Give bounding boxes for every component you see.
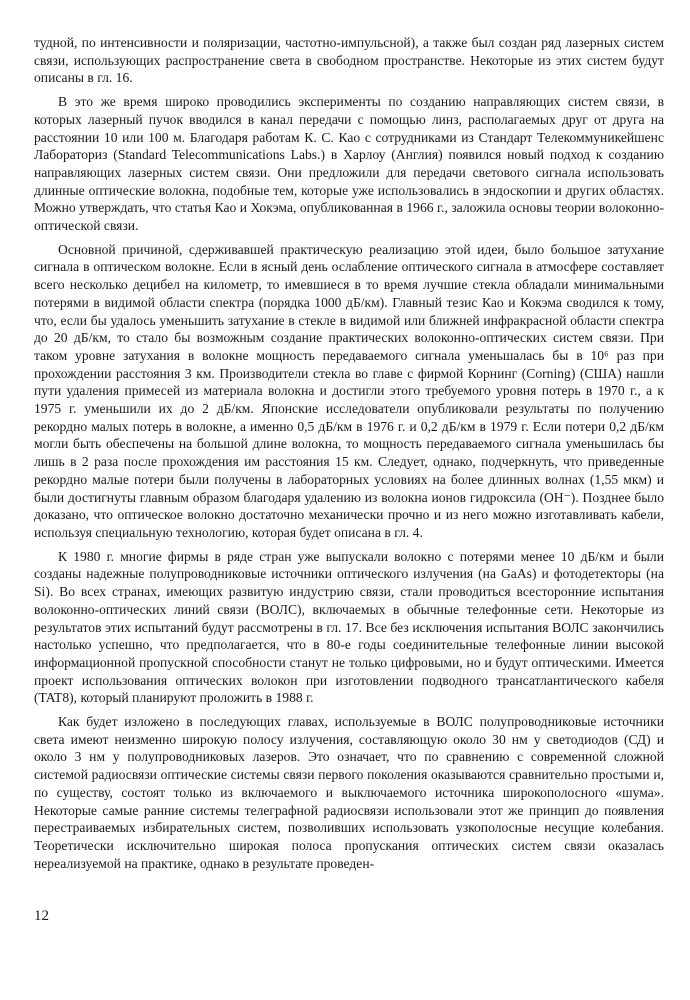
paragraph-4: К 1980 г. многие фирмы в ряде стран уже выпускали волокно с потерями менее 10 дБ/км и были созданы надежные полупроводниковые источники оптического излучения (на GaAs) и фотодетекторы (на Si). Во всех странах, имеющих развитую индустрию связи, стали проводиться всесторонние испытания волоконно-оптических линий связи (ВОЛС), включаемых в обычные телефонные сети. Некоторые из результатов этих испытаний будут рассмотрены в гл. 17. Все без исключения испытания ВОЛС закончились настолько успешно, что предполагается, что в 80-е годы соединительные телефонные линии высокой информационной пропускной способности станут не только цифровыми, но и будут оптическими. Имеется проект использования оптических волокон при изготовлении подводного трансатлантического кабеля (TAT8), который планируют проложить в 1988 г. (34, 548, 664, 706)
paragraph-2: В это же время широко проводились эксперименты по созданию направляющих систем связи, в которых лазерный пучок вводился в канал передачи с помощью линз, располагаемых друг от друга на расстоянии 10 или 100 м. Благодаря работам К. С. Као с сотрудниками из Стандарт Телекоммуникейшенс Лабораториз (Standard Telecommunications Labs.) в Харлоу (Англия) появился новый подход к созданию направляющих лазерных систем связи. Они предложили для передачи светового сигнала использовать длинные оптические волокна, подобные тем, которые уже использовались в эндоскопии и других областях. Можно утверждать, что статья Као и Хокэма, опубликованная в 1966 г., заложила основы теории волоконно-оптической связи. (34, 94, 664, 234)
page-number: 12 (34, 908, 49, 924)
paragraph-1: тудной, по интенсивности и поляризации, частотно-импульсной), а также был создан ряд лазерных систем связи, использующих распространение света в свободном пространстве. Некоторые из этих систем будут описаны в гл. 16. (34, 35, 664, 86)
paragraph-3: Основной причиной, сдерживавшей практическую реализацию этой идеи, было большое затухание сигнала в оптическом волокне. Если в ясный день ослабление оптического сигнала в атмосфере составляет всего несколько децибел на километр, то имевшиеся в то время лучшие стекла обладали минимальными потерями в видимой области спектра (порядка 1000 дБ/км). Главный тезис Као и Кокэма сводился к тому, что, если бы удалось уменьшить затухание в стекле в видимой или ближней инфракрасной области спектра до 20 дБ/км, то стало бы возможным создание практических волоконно-оптических систем связи. При таком уровне затухания в волокне мощность передаваемого сигнала уменьшалась бы в 10⁶ раз при прохождении расстояния 3 км. Производители стекла во главе с фирмой Корнинг (Corning) (США) нашли пути удаления примесей из материала волокна и достигли этого требуемого уровня потерь в 1970 г., а к 1975 г. уменьшили их до 2 дБ/км. Японские исследователи опубликовали результаты по получению рекордно малых потерь в волокне, а именно 0,5 дБ/км в 1976 г. и 0,2 дБ/км в 1979 г. Если потери 0,2 дБ/км могли быть обеспечены на большой длине волокна, то мощность передаваемого сигнала уменьшилась бы лишь в 2 раза после прохождения им расстояния 15 км. Следует, однако, подчеркнуть, что приведенные рекордно малые потери были получены в лабораторных условиях на более длинных волнах (1,55 мкм) и были достигнуты главным образом благодаря удалению из волокна ионов гидроксила (OH⁻). Позднее было доказано, что оптическое волокно достаточно механически прочно и из него можно изготавливать кабели, используя специальную технологию, которая будет описана в гл. 4. (34, 241, 664, 540)
paragraph-5: Как будет изложено в последующих главах, используемые в ВОЛС полупроводниковые источники света имеют неизменно широкую полосу излучения, составляющую около 30 нм у светодиодов (СД) и около 3 нм у полупроводниковых лазеров. Это означает, что по сравнению с современной сложной системой радиосвязи оптические системы связи первого поколения оказываются сравнительно простыми и, по существу, состоят только из включаемого и выключаемого источника широкополосного «шума». Некоторые самые ранние системы телеграфной радиосвязи использовали этот же принцип до появления перестраиваемых избирательных систем, позволивших использовать узкополосные несущие колебания. Теоретически исключительно широкая полоса пропускания оптических систем связи оказалась нереализуемой на практике, однако в результате проведен- (34, 714, 664, 871)
page-body (34, 34, 664, 872)
